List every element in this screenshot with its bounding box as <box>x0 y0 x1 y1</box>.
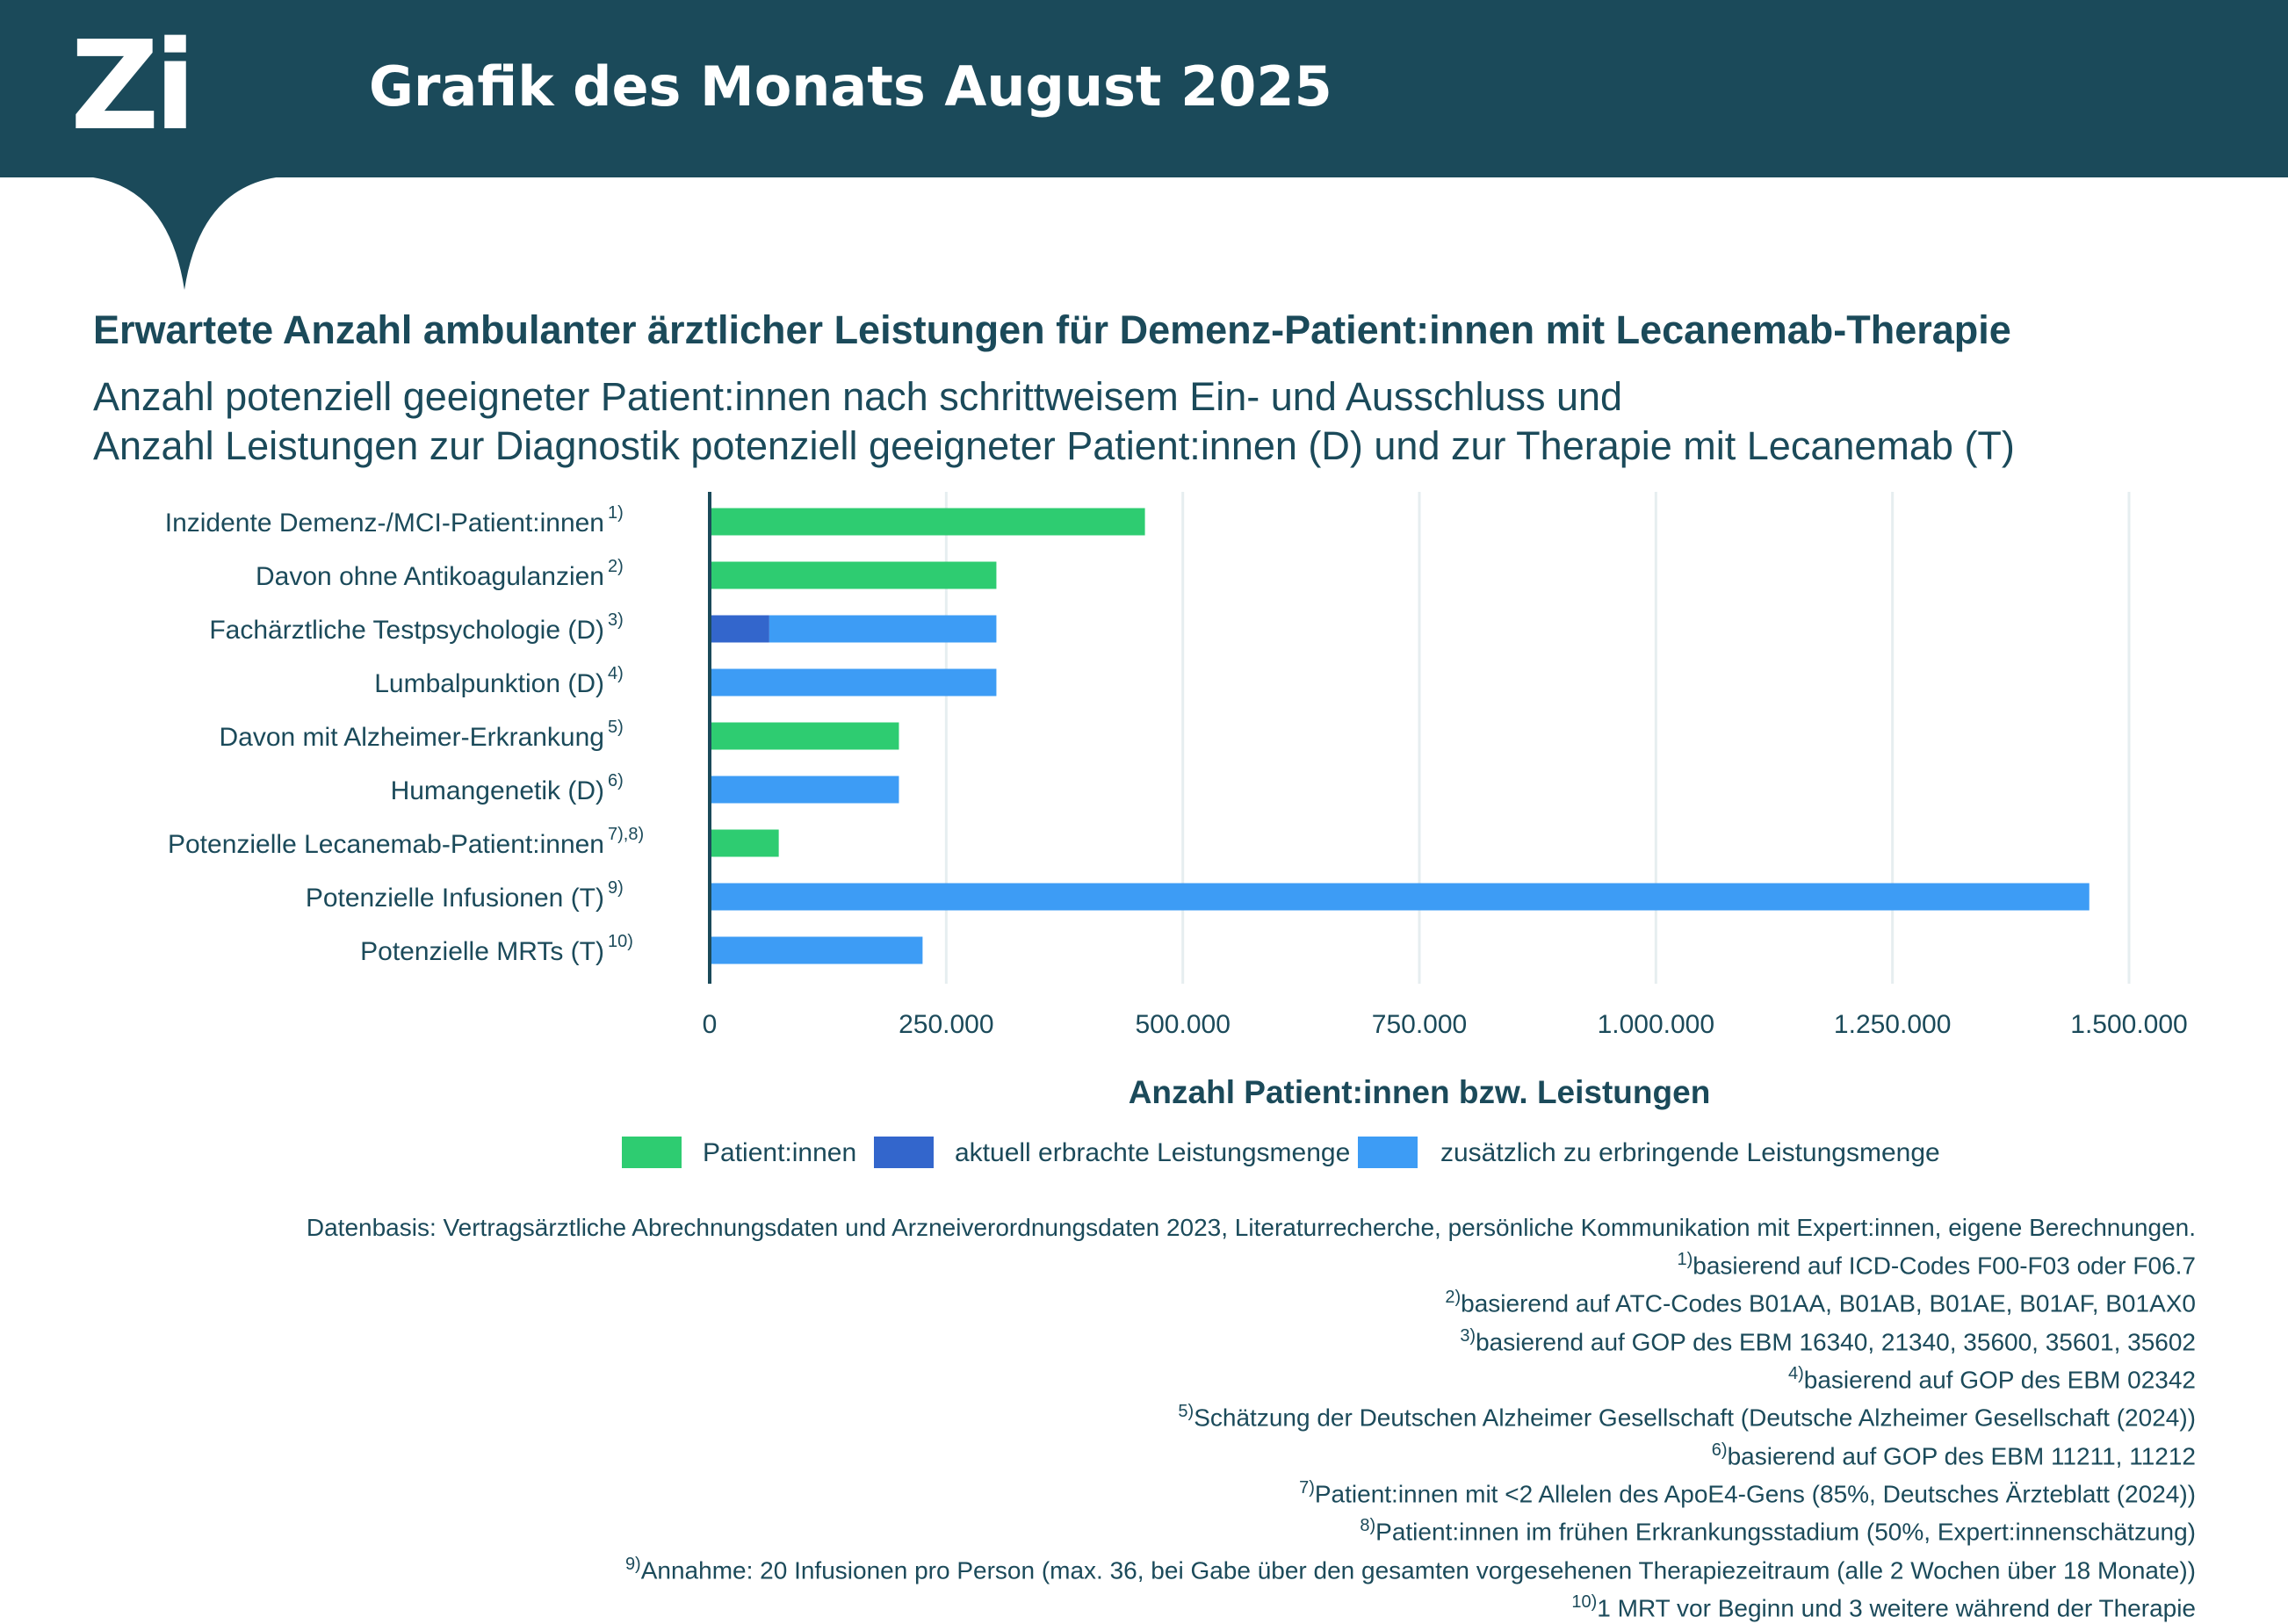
footnote-text: 1 MRT vor Beginn und 3 weitere während der Therapie <box>1597 1594 2196 1622</box>
footnote-text: Patient:innen im frühen Erkrankungsstadium (50%, Expert:innenschätzung) <box>1375 1518 2196 1546</box>
x-axis-title: Anzahl Patient:innen bzw. Leistungen <box>1128 1074 1711 1110</box>
y-tick-label: Humangenetik (D) <box>390 776 604 805</box>
y-tick-label: Davon mit Alzheimer-Erkrankung <box>219 723 604 752</box>
footnote-6 <box>88 1434 2196 1472</box>
footnote-marker: 6) <box>1711 1440 1728 1460</box>
footnote-marker: 2) <box>1445 1288 1462 1308</box>
bar <box>710 884 2090 911</box>
y-tick-footnote-marker: 3) <box>608 610 624 630</box>
footnotes <box>88 1212 2196 1624</box>
footnote-text: basierend auf ICD-Codes F00-F03 oder F06.7 <box>1693 1252 2196 1280</box>
x-tick-label: 1.500.000 <box>2070 1010 2188 1039</box>
y-tick-footnote-marker: 2) <box>608 557 624 576</box>
footnote-2 <box>88 1281 2196 1319</box>
footnote-text: Schätzung der Deutschen Alzheimer Gesellschaft (Deutsche Alzheimer Gesellschaft (2024)) <box>1194 1404 2196 1432</box>
y-tick-footnote-marker: 1) <box>608 503 624 523</box>
footnote-marker: 5) <box>1178 1402 1195 1422</box>
y-tick-label: Davon ohne Antikoagulanzien <box>256 562 604 591</box>
x-tick-label: 500.000 <box>1135 1010 1231 1039</box>
y-tick-label: Potenzielle Lecanemab-Patient:innen <box>167 830 604 859</box>
bar <box>710 509 1145 536</box>
footnote-7 <box>88 1472 2196 1510</box>
footnote-text: basierend auf GOP des EBM 02342 <box>1803 1366 2196 1394</box>
footnote-9 <box>88 1548 2196 1586</box>
footnote-text: Patient:innen mit <2 Allelen des ApoE4-Gens (85%, Deutsches Ärzteblatt (2024)) <box>1314 1480 2196 1508</box>
bar <box>710 562 996 589</box>
legend-swatch <box>622 1137 682 1168</box>
footnote-text: basierend auf GOP des EBM 16340, 21340, 35600, 35601, 35602 <box>1476 1327 2196 1355</box>
header-title: Grafik des Monats August 2025 <box>369 54 1332 119</box>
legend-label: aktuell erbrachte Leistungsmenge <box>955 1138 1351 1167</box>
x-tick-label: 250.000 <box>899 1010 994 1039</box>
x-tick-label: 750.000 <box>1371 1010 1468 1039</box>
footnote-3 <box>88 1320 2196 1358</box>
y-tick-footnote-marker: 7),8) <box>608 825 645 844</box>
footnote-marker: 1) <box>1677 1250 1693 1269</box>
x-tick-label: 1.000.000 <box>1597 1010 1715 1039</box>
bar <box>710 937 922 964</box>
bar <box>710 669 996 697</box>
footnote-marker: 9) <box>624 1554 641 1574</box>
bar <box>769 616 997 643</box>
footnote-marker: 8) <box>1360 1516 1376 1536</box>
legend-label: zusätzlich zu erbringende Leistungsmenge <box>1440 1138 1940 1167</box>
chart-title: Erwartete Anzahl ambulanter ärztlicher Leistungen für Demenz-Patient:innen mit Lecanemab-Therapie <box>93 307 2011 352</box>
footnote-1 <box>88 1244 2196 1281</box>
y-tick-label: Inzidente Demenz-/MCI-Patient:innen <box>164 509 604 538</box>
bar <box>710 830 779 857</box>
bar <box>710 616 769 643</box>
legend-swatch <box>874 1137 934 1168</box>
y-tick-footnote-marker: 6) <box>608 771 624 790</box>
y-tick-footnote-marker: 4) <box>608 664 624 683</box>
footnote-4 <box>88 1358 2196 1396</box>
y-tick-label: Potenzielle Infusionen (T) <box>305 884 604 913</box>
footnote-text: basierend auf ATC-Codes B01AA, B01AB, B01AE, B01AF, B01AX0 <box>1461 1289 2196 1317</box>
footnote-text: Annahme: 20 Infusionen pro Person (max. 36, bei Gabe über den gesamten vorgesehenen Therapiezeitraum (alle 2 Wochen über 18 Monate)) <box>640 1555 2196 1584</box>
bar <box>710 776 899 804</box>
chart-subtitle-line1: Anzahl potenziell geeigneter Patient:innen nach schrittweisem Ein- und Ausschluss und <box>93 374 1623 419</box>
x-tick-label: 0 <box>702 1010 718 1039</box>
chart-subtitle-line2: Anzahl Leistungen zur Diagnostik potenziell geeigneter Patient:innen (D) und zur Therapie mit Lecanemab (T) <box>93 423 2015 468</box>
footnote-marker: 10) <box>1571 1592 1598 1612</box>
footnote-marker: 3) <box>1460 1325 1476 1346</box>
footnote-list <box>88 1244 2196 1624</box>
bar <box>710 723 899 750</box>
y-tick-label: Lumbalpunktion (D) <box>374 669 604 698</box>
footnote-8 <box>88 1510 2196 1548</box>
zi-logo: Zi <box>70 15 191 158</box>
x-tick-label: 1.250.000 <box>1833 1010 1952 1039</box>
footnote-source: Datenbasis: Vertragsärztliche Abrechnungsdaten und Arzneiverordnungsdaten 2023, Literaturrecherche, persönliche Kommunikation mit Expert:innen, eigene Berechnungen. <box>306 1214 2196 1241</box>
y-tick-label: Potenzielle MRTs (T) <box>360 937 604 966</box>
legend-label: Patient:innen <box>703 1138 857 1167</box>
y-tick-footnote-marker: 9) <box>608 878 624 898</box>
footnote-10 <box>88 1586 2196 1624</box>
footnote-text: basierend auf GOP des EBM 11211, 11212 <box>1727 1441 2196 1469</box>
footnote-marker: 4) <box>1787 1363 1804 1383</box>
footnote-marker: 7) <box>1299 1477 1315 1498</box>
y-tick-footnote-marker: 5) <box>608 718 624 737</box>
y-tick-label: Fachärztliche Testpsychologie (D) <box>209 616 604 645</box>
y-tick-footnote-marker: 10) <box>608 932 633 951</box>
legend-swatch <box>1358 1137 1418 1168</box>
footnote-5 <box>88 1396 2196 1433</box>
